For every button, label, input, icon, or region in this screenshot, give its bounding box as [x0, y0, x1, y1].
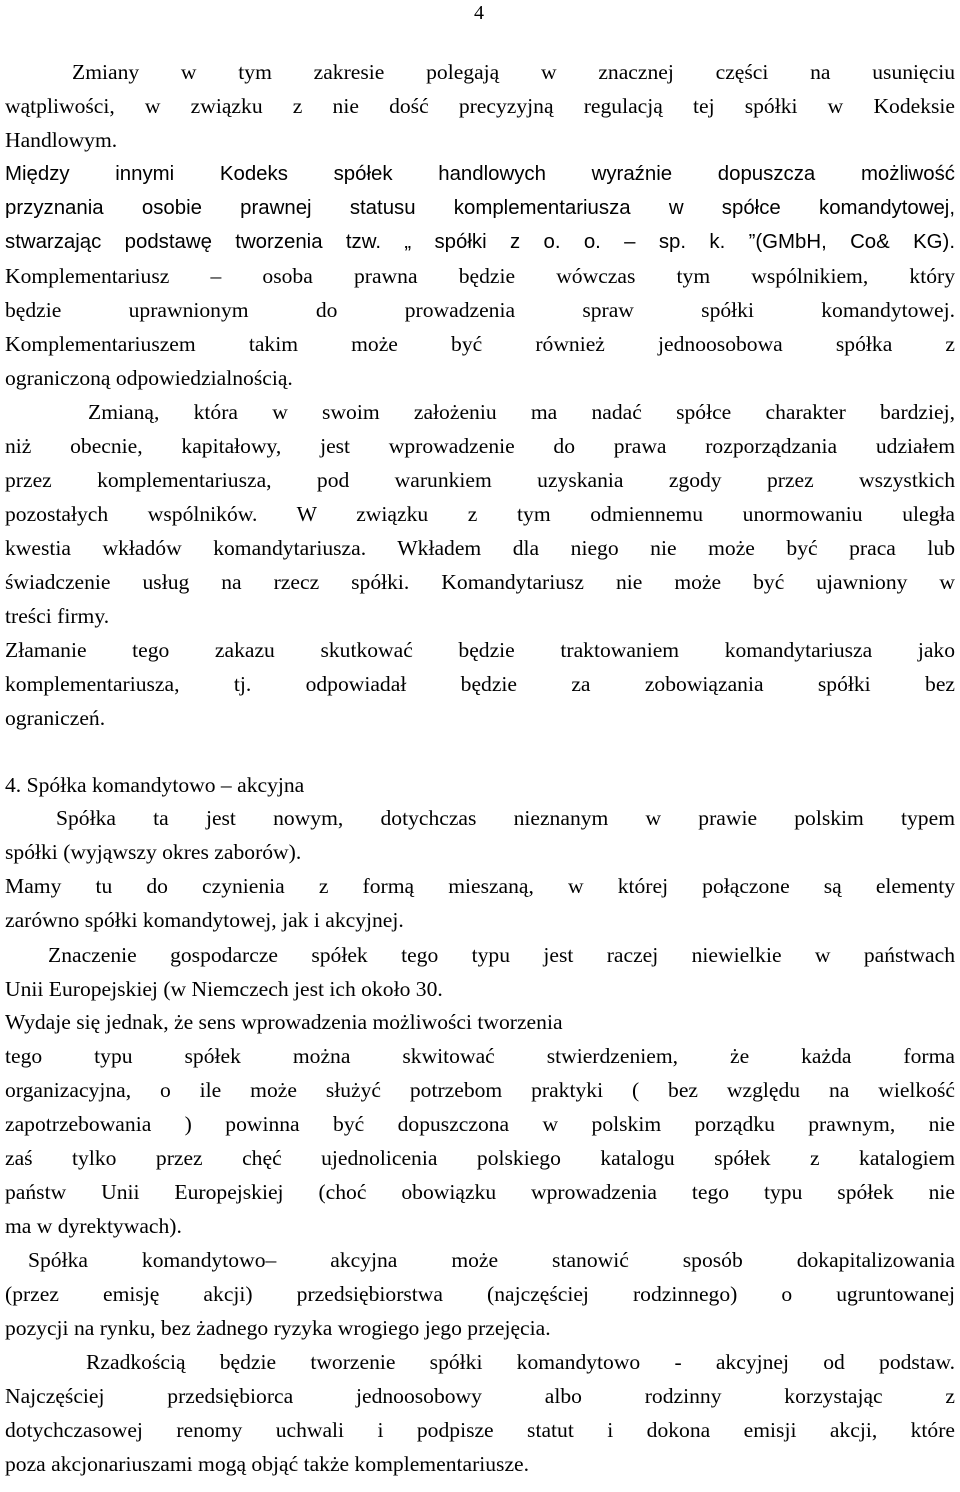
- text-line: Zmiany w tym zakresie polegają w znacznej części na usunięciu: [72, 60, 955, 84]
- text-line: Spółka ta jest nowym, dotychczas nieznanym w prawie polskim typem: [56, 806, 955, 830]
- text-line: zapotrzebowania ) powinna być dopuszczona w polskim porządku prawnym, nie: [5, 1112, 955, 1136]
- text-line: pozycji na rynku, bez żadnego ryzyka wrogiego jego przejęcia.: [5, 1316, 551, 1340]
- text-line: organizacyjna, o ile może służyć potrzebom praktyki ( bez względu na wielkość: [5, 1078, 955, 1102]
- text-line: będzie uprawnionym do prowadzenia spraw spółki komandytowej.: [5, 298, 955, 322]
- text-line: Handlowym.: [5, 128, 118, 152]
- text-line: poza akcjonariuszami mogą objąć także komplementariusze.: [5, 1452, 530, 1476]
- text-line: Unii Europejskiej (w Niemczech jest ich około 30.: [5, 977, 443, 1001]
- page-number: 4: [474, 2, 484, 24]
- text-line: Komplementariuszem takim może być również jednoosobowa spółka z: [5, 332, 955, 356]
- text-line: ograniczeń.: [5, 706, 106, 730]
- text-line: 4. Spółka komandytowo – akcyjna: [5, 773, 305, 797]
- text-line: zarówno spółki komandytowej, jak i akcyjnej.: [5, 908, 404, 932]
- text-line: stwarzając podstawę tworzenia tzw. „ spółki z o. o. – sp. k. ”(GMbH, Co& KG).: [5, 231, 955, 253]
- text-line: (przez emisję akcji) przedsiębiorstwa (najczęściej rodzinnego) o ugruntowanej: [5, 1282, 955, 1306]
- text-line: Mamy tu do czynienia z formą mieszaną, w której połączone są elementy: [5, 874, 955, 898]
- text-line: Najczęściej przedsiębiorca jednoosobowy albo rodzinny korzystając z: [5, 1384, 955, 1408]
- text-line: komplementariusza, tj. odpowiadał będzie za zobowiązania spółki bez: [5, 672, 955, 696]
- text-line: świadczenie usług na rzecz spółki. Komandytariusz nie może być ujawniony w: [5, 570, 955, 594]
- text-line: zaś tylko przez chęć ujednolicenia polskiego katalogu spółek z katalogiem: [5, 1146, 955, 1170]
- text-line: Rzadkością będzie tworzenie spółki komandytowo - akcyjnej od podstaw.: [86, 1350, 955, 1374]
- text-line: państw Unii Europejskiej (choć obowiązku wprowadzenia tego typu spółek nie: [5, 1180, 955, 1204]
- text-line: Komplementariusz – osoba prawna będzie wówczas tym wspólnikiem, który: [5, 264, 955, 288]
- text-line: Między innymi Kodeks spółek handlowych wyraźnie dopuszcza możliwość: [5, 163, 955, 185]
- text-line: ma w dyrektywach).: [5, 1214, 182, 1238]
- text-line: kwestia wkładów komandytariusza. Wkładem dla niego nie może być praca lub: [5, 536, 955, 560]
- text-line: Zmianą, która w swoim założeniu ma nadać spółce charakter bardziej,: [88, 400, 955, 424]
- text-line: przez komplementariusza, pod warunkiem uzyskania zgody przez wszystkich: [5, 468, 955, 492]
- text-line: Wydaje się jednak, że sens wprowadzenia możliwości tworzenia: [5, 1010, 563, 1034]
- text-line: pozostałych wspólników. W związku z tym odmiennemu unormowaniu uległa: [5, 502, 955, 526]
- text-line: wątpliwości, w związku z nie dość precyzyjną regulacją tej spółki w Kodeksie: [5, 94, 955, 118]
- text-line: tego typu spółek można skwitować stwierdzeniem, że każda forma: [5, 1044, 955, 1068]
- text-line: Spółka komandytowo– akcyjna może stanowić sposób dokapitalizowania: [28, 1248, 955, 1272]
- text-line: przyznania osobie prawnej statusu komplementariusza w spółce komandytowej,: [5, 197, 955, 219]
- text-line: spółki (wyjąwszy okres zaborów).: [5, 840, 302, 864]
- text-line: dotychczasowej renomy uchwali i podpisze statut i dokona emisji akcji, które: [5, 1418, 955, 1442]
- text-line: niż obecnie, kapitałowy, jest wprowadzenie do prawa rozporządzania udziałem: [5, 434, 955, 458]
- text-line: Złamanie tego zakazu skutkować będzie traktowaniem komandytariusza jako: [5, 638, 955, 662]
- text-line: treści firmy.: [5, 604, 110, 628]
- text-line: Znaczenie gospodarcze spółek tego typu jest raczej niewielkie w państwach: [48, 943, 955, 967]
- text-line: ograniczoną odpowiedzialnością.: [5, 366, 293, 390]
